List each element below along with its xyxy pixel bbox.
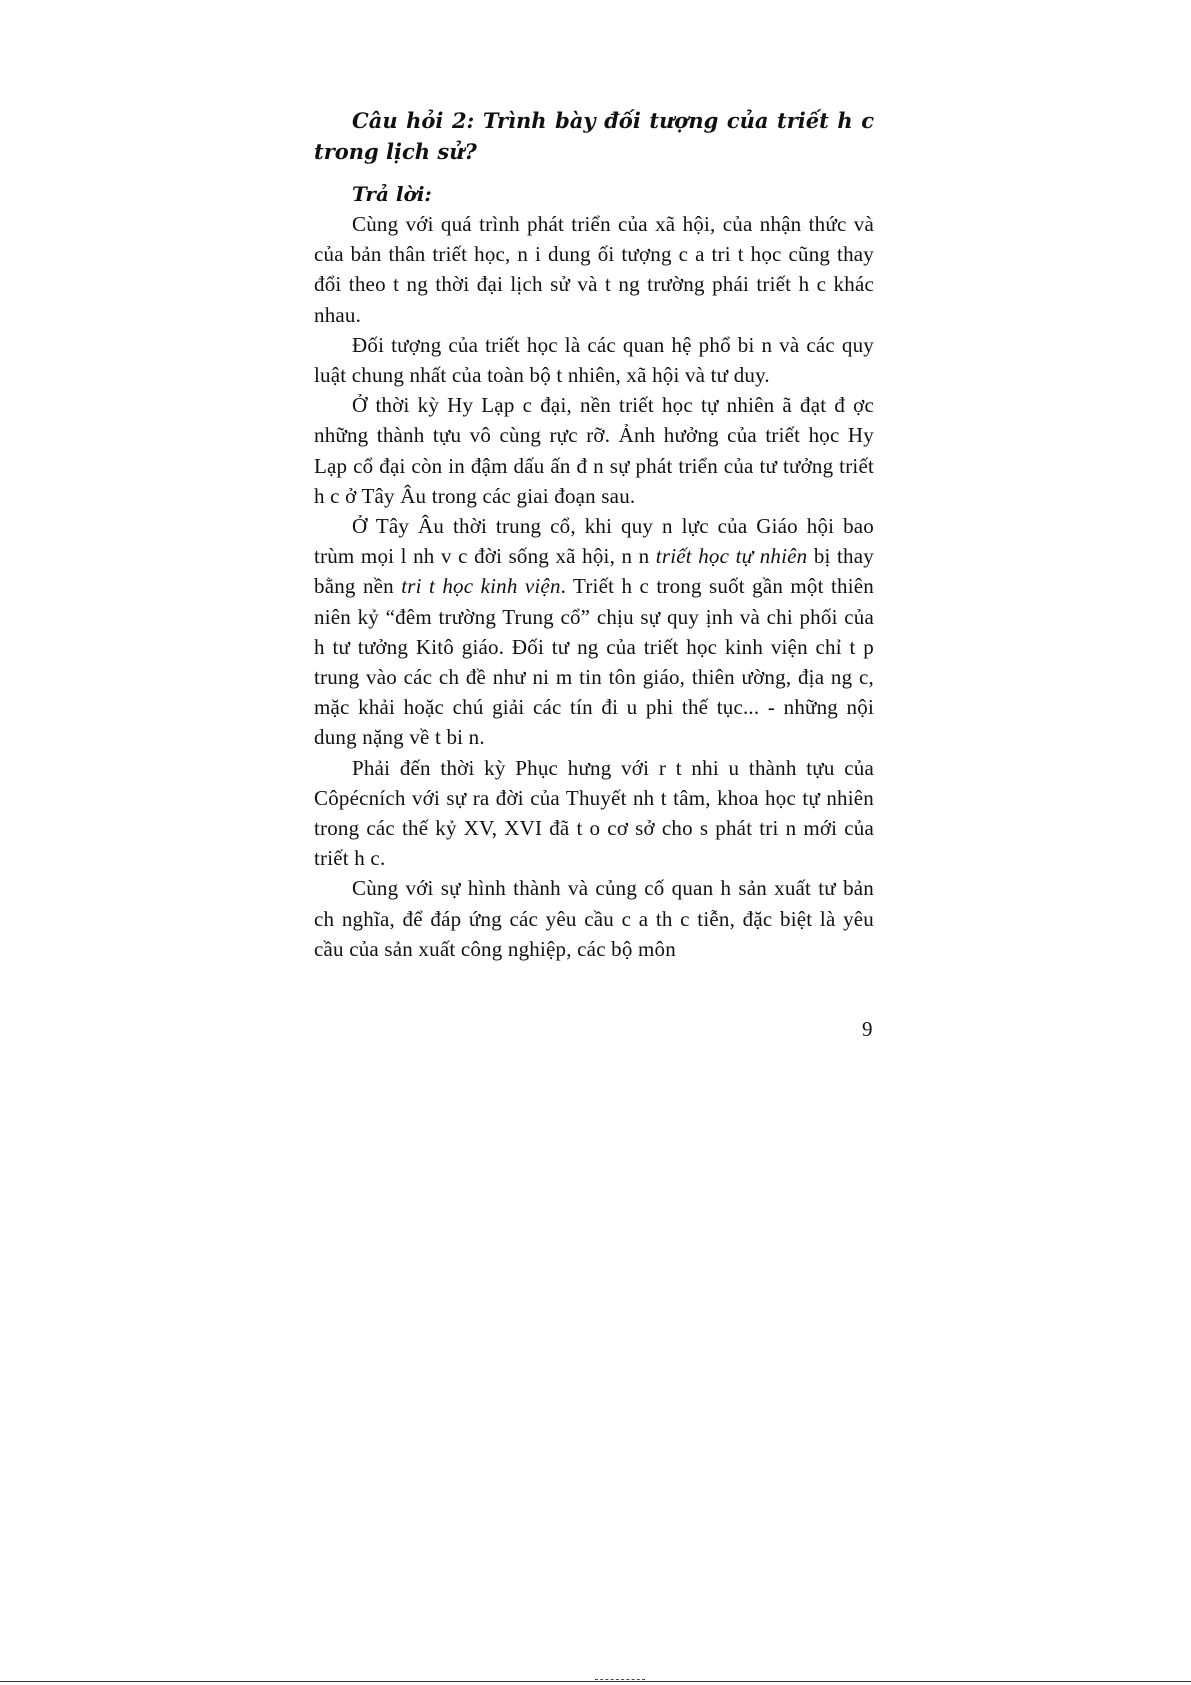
answer-label: Trả lời:: [352, 182, 432, 206]
paragraph-4-italic-1: triết học tự nhiên: [655, 544, 808, 569]
page-body: [314, 105, 874, 964]
paragraph-3: Ở thời kỳ Hy Lạp c đại, nền triết học tự nhiên ã đạt đ ợc những thành tựu vô cùng rực rỡ. Ảnh hưởng của triết học Hy Lạp cổ đại còn in đậm dấu ấn đ n sự phát triển của tư tưởng triết h c ở Tây Âu trong các giai đoạn sau.: [314, 393, 874, 508]
page-number: 9: [862, 1017, 873, 1041]
paragraph-1: Cùng với quá trình phát triển của xã hội, của nhận thức và của bản thân triết học, n i dung ối tượng c a tri t học cũng thay đổi theo t ng thời đại lịch sử và t ng trường phái triết h c khác nhau.: [314, 212, 874, 327]
paragraph-5: Phải đến thời kỳ Phục hưng với r t nhi u thành tựu của Côpécních với sự ra đời của Thuyết nh t tâm, khoa học tự nhiên trong các thế kỷ XV, XVI đã t o cơ sở cho s phát tri n mới của triết h c.: [314, 755, 874, 871]
paragraph-4: [314, 511, 874, 753]
page-bottom-mark: [595, 1679, 645, 1683]
paragraph-4-text-3: . Triết h c trong suốt gần một thiên niên kỷ “đêm trường Trung cổ” chịu sự quy ịnh và chi phối của h tư tưởng Kitô giáo. Đối tư ng của triết học kinh viện chỉ t p trung vào các ch đề như ni m tin tôn giáo, thiên ường, địa ng c, mặc khải hoặc chú giải các tín đi u phi thế tục... - những nội dung nặng về t bi n.: [314, 574, 874, 750]
paragraph-6: Cùng với sự hình thành và củng cố quan h sản xuất tư bản ch nghĩa, để đáp ứng các yêu cầu c a th c tiễn, đặc biệt là yêu cầu của sản xuất công nghiệp, các bộ môn: [314, 876, 874, 961]
paragraph-4-italic-2: tri t học kinh viện: [401, 574, 561, 599]
paragraph-2: Đối tượng của triết học là các quan hệ phổ bi n và các quy luật chung nhất của toàn bộ t nhiên, xã hội và tư duy.: [314, 332, 874, 388]
paragraph-4-text-2: bị thay bằng nền: [314, 544, 874, 599]
paragraph-4-text-1: Ở Tây Âu thời trung cổ, khi quy n lực của Giáo hội bao trùm mọi l nh v c đời sống xã hội, n n: [314, 514, 874, 569]
question-heading: Câu hỏi 2: Trình bày đối tượng của triết h c trong lịch sử?: [314, 108, 874, 164]
